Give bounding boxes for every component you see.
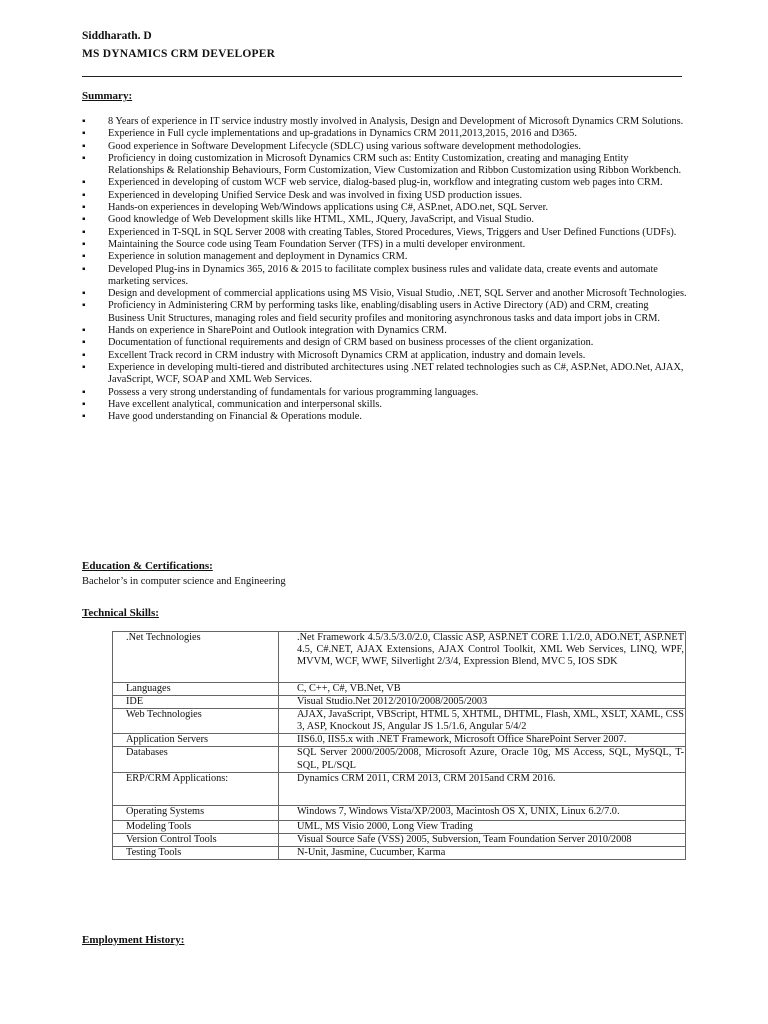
skill-value: SQL Server 2000/2005/2008, Microsoft Azure, Oracle 10g, MS Access, SQL, MySQL, T-SQL, PL/SQL xyxy=(279,747,686,772)
summary-item: ▪ Experienced in developing Unified Service Desk and was involved in fixing USD production issues. xyxy=(82,190,687,202)
skill-category: .Net Technologies xyxy=(113,632,279,683)
skill-category: Languages xyxy=(113,683,279,696)
summary-item: ▪ Design and development of commercial applications using MS Visio, Visual Studio, .NET, SQL Server and another Microsoft Technologies. xyxy=(82,288,687,300)
table-row xyxy=(113,846,686,859)
summary-item: ▪ Documentation of functional requirements and design of CRM based on business processes of the client organization. xyxy=(82,337,687,349)
summary-item: ▪ Good knowledge of Web Development skills like HTML, XML, JQuery, JavaScript, and Visual Studio. xyxy=(82,214,687,226)
summary-item: ▪ Developed Plug-ins in Dynamics 365, 2016 & 2015 to facilitate complex business rules and validate data, create events and automate marketing services. xyxy=(82,264,687,289)
skill-category: Modeling Tools xyxy=(113,820,279,833)
summary-item: ▪ Excellent Track record in CRM industry with Microsoft Dynamics CRM at application, industry and domain levels. xyxy=(82,350,687,362)
skill-value: UML, MS Visio 2000, Long View Trading xyxy=(279,820,686,833)
skill-value: Visual Studio.Net 2012/2010/2008/2005/2003 xyxy=(279,696,686,709)
skill-category: Operating Systems xyxy=(113,805,279,820)
education-degree: Bachelor’s in computer science and Engineering xyxy=(82,576,286,587)
skill-category: Databases xyxy=(113,747,279,772)
header-divider xyxy=(82,76,682,77)
skill-value: .Net Framework 4.5/3.5/3.0/2.0, Classic ASP, ASP.NET CORE 1.1/2.0, ADO.NET, ASP.NET 4.5, C#.NET, AJAX Extensions, AJAX Control Toolkit, XML Web Services, LINQ, WPF, MVVM, WCF, WWF, Silverlight 2/3/4, Expression Blend, MVC 5, IOS SDK xyxy=(279,632,686,683)
summary-item: ▪ Proficiency in Administering CRM by performing tasks like, enabling/disabling users in Active Directory (AD) and CRM, creating Business Unit Structures, managing roles and field security profiles and monitoring asynchronous tasks and data import jobs in CRM. xyxy=(82,300,687,325)
skill-category: Application Servers xyxy=(113,734,279,747)
skill-category: IDE xyxy=(113,696,279,709)
summary-item: ▪ Have good understanding on Financial & Operations module. xyxy=(82,411,687,423)
summary-item: ▪ Experienced in T-SQL in SQL Server 2008 with creating Tables, Stored Procedures, Views, Triggers and User Defined Functions (UDFs). xyxy=(82,227,687,239)
table-row xyxy=(113,772,686,805)
summary-item: ▪ Hands-on experiences in developing Web/Windows applications using C#, ASP.net, ADO.net, SQL Server. xyxy=(82,202,687,214)
candidate-role: MS DYNAMICS CRM DEVELOPER xyxy=(82,48,276,60)
skill-category: Version Control Tools xyxy=(113,833,279,846)
table-row xyxy=(113,820,686,833)
skill-category: Testing Tools xyxy=(113,846,279,859)
summary-list xyxy=(82,116,687,423)
skill-value: N-Unit, Jasmine, Cucumber, Karma xyxy=(279,846,686,859)
summary-item: ▪ Experience in solution management and deployment in Dynamics CRM. xyxy=(82,251,687,263)
skill-category: ERP/CRM Applications: xyxy=(113,772,279,805)
table-row xyxy=(113,833,686,846)
skill-value: Dynamics CRM 2011, CRM 2013, CRM 2015and CRM 2016. xyxy=(279,772,686,805)
summary-item: ▪ Experience in Full cycle implementations and up-gradations in Dynamics CRM 2011,2013,2015, 2016 and D365. xyxy=(82,128,687,140)
education-heading: Education & Certifications: xyxy=(82,560,213,572)
candidate-name: Siddharath. D xyxy=(82,30,152,42)
summary-item: ▪ Good experience in Software Development Lifecycle (SDLC) using various software development methodologies. xyxy=(82,141,687,153)
table-row xyxy=(113,683,686,696)
skill-category: Web Technologies xyxy=(113,709,279,734)
skill-value: Windows 7, Windows Vista/XP/2003, Macintosh OS X, UNIX, Linux 6.2/7.0. xyxy=(279,805,686,820)
summary-item: ▪ Have excellent analytical, communication and interpersonal skills. xyxy=(82,399,687,411)
table-row xyxy=(113,734,686,747)
summary-heading: Summary: xyxy=(82,90,133,102)
table-row xyxy=(113,805,686,820)
summary-item: ▪ Experienced in developing of custom WCF web service, dialog-based plug-in, workflow and integrating custom web pages into CRM. xyxy=(82,177,687,189)
table-row xyxy=(113,747,686,772)
skill-value: Visual Source Safe (VSS) 2005, Subversion, Team Foundation Server 2010/2008 xyxy=(279,833,686,846)
skill-value: IIS6.0, IIS5.x with .NET Framework, Microsoft Office SharePoint Server 2007. xyxy=(279,734,686,747)
employment-history-heading: Employment History: xyxy=(82,934,185,946)
summary-item: ▪ Experience in developing multi-tiered and distributed architectures using .NET related technologies such as C#, ASP.Net, ADO.Net, AJAX, JavaScript, WCF, SOAP and XML Web Services. xyxy=(82,362,687,387)
summary-item: ▪ Proficiency in doing customization in Microsoft Dynamics CRM such as: Entity Customization, creating and managing Entity Relationships & Relationship Behaviours, Form Customization, View Customization and Ribbon Customization using Ribbon Workbench. xyxy=(82,153,687,178)
table-row xyxy=(113,632,686,683)
summary-item: ▪ Hands on experience in SharePoint and Outlook integration with Dynamics CRM. xyxy=(82,325,687,337)
summary-item: ▪ Maintaining the Source code using Team Foundation Server (TFS) in a multi developer environment. xyxy=(82,239,687,251)
table-row xyxy=(113,696,686,709)
skill-value: AJAX, JavaScript, VBScript, HTML 5, XHTML, DHTML, Flash, XML, XSLT, XAML, CSS 3, ASP, Knockout JS, Angular JS 1.5/1.6, Angular 5/4/2 xyxy=(279,709,686,734)
technical-skills-heading: Technical Skills: xyxy=(82,607,159,619)
technical-skills-table xyxy=(112,631,686,860)
skill-value: C, C++, C#, VB.Net, VB xyxy=(279,683,686,696)
summary-item: ▪ 8 Years of experience in IT service industry mostly involved in Analysis, Design and Development of Microsoft Dynamics CRM Solutions. xyxy=(82,116,687,128)
summary-item: ▪ Possess a very strong understanding of fundamentals for various programming languages. xyxy=(82,387,687,399)
table-row xyxy=(113,709,686,734)
